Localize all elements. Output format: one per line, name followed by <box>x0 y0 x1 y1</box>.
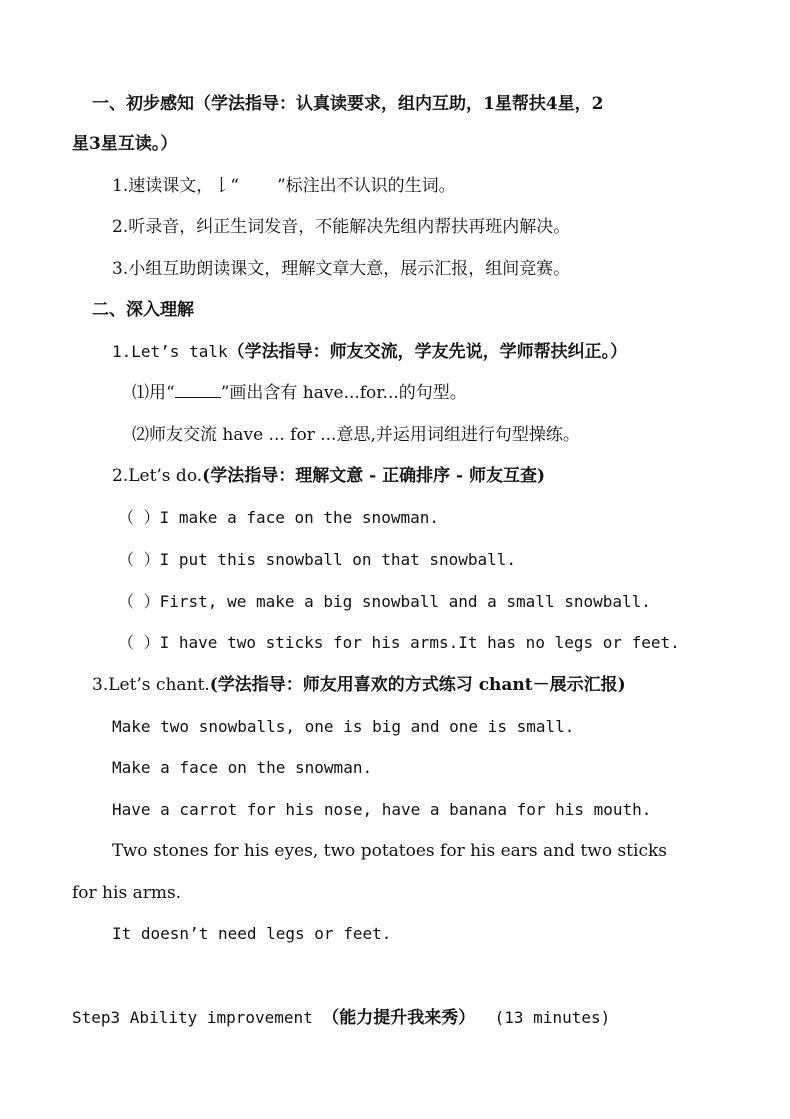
chant-line <box>72 881 181 905</box>
instruction-2-text: 2.听录音，纠正生词发音，不能解决先组内帮扶再班内解决。 <box>112 217 571 237</box>
chant-line-6: It doesn’t need legs or feet. <box>112 924 392 943</box>
list-item <box>118 590 651 614</box>
lets-talk-heading <box>112 340 627 364</box>
instruction-2 <box>112 215 570 239</box>
talk-step-2-text: ⑵师友交流 have ... for ...意思,并运用词组进行句型操练。 <box>132 425 580 445</box>
list-item <box>118 548 516 572</box>
lets-talk-label: 1.Let’s talk <box>112 342 228 361</box>
do-item-4: （ ）I have two sticks for his arms.It has no legs or feet. <box>118 633 680 652</box>
step3-heading <box>72 1006 610 1030</box>
step3-duration: (13 minutes) <box>494 1008 611 1027</box>
section2-title-text: 二、深入理解 <box>92 300 194 320</box>
chant-line-3: Have a carrot for his nose, have a banana for his mouth. <box>112 800 652 819</box>
chant-line <box>112 798 651 822</box>
list-item <box>118 631 680 655</box>
do-item-2: （ ）I put this snowball on that snowball. <box>118 550 517 569</box>
talk-step-1 <box>132 381 467 405</box>
chant-line-2: Make a face on the snowman. <box>112 758 373 777</box>
chant-line <box>112 839 667 863</box>
instruction-3-text: 3.小组互助朗读课文，理解文章大意，展示汇报，组间竞赛。 <box>112 259 571 279</box>
instruction-1 <box>112 174 456 198</box>
section1-title-line1: 一、初步感知（学法指导：认真读要求，组内互助，1星帮扶4星，2 <box>92 94 604 114</box>
chant-line-5: for his arms. <box>72 883 182 903</box>
instruction-1-tail: ”标注出不认识的生词。 <box>276 176 456 196</box>
chant-line <box>112 756 372 780</box>
chant-line <box>112 715 574 739</box>
section2-title <box>92 298 194 322</box>
talk-step-2 <box>132 423 580 447</box>
talk-step-1-tail: ”画出含有 have...for...的句型。 <box>220 383 467 403</box>
chant-line-4: Two stones for his eyes, two potatoes for his ears and two sticks <box>112 841 667 861</box>
open-quote: “ <box>230 176 239 196</box>
instruction-1-text: 1.速读课文， <box>112 176 214 196</box>
chant-line <box>112 922 391 946</box>
lets-chant-label: 3.Let’s chant. <box>92 675 210 695</box>
do-item-3: （ ）First, we make a big snowball and a small snowball. <box>118 592 651 611</box>
step3-title: Step3 Ability improvement <box>72 1008 313 1027</box>
lets-talk-guidance: （学法指导：师友交流，学友先说，学师帮扶纠正。） <box>227 342 628 362</box>
section1-title <box>92 92 604 116</box>
talk-step-1-text: ⑴用“ <box>132 383 175 403</box>
lets-do-heading <box>112 464 545 488</box>
mark-symbol-icon: 𠄌 <box>213 176 231 196</box>
lets-chant-guidance: (学法指导：师友用喜欢的方式练习 chant－展示汇报) <box>209 675 626 695</box>
do-item-1: （ ）I make a face on the snowman. <box>118 508 439 527</box>
step3-subtitle: （能力提升我来秀） <box>322 1008 476 1028</box>
section1-title-line2: 星3星互读。） <box>72 134 178 154</box>
lets-do-label: 2.Let’s do. <box>112 466 203 486</box>
lets-chant-heading <box>92 673 626 697</box>
instruction-3 <box>112 257 570 281</box>
lets-do-guidance: (学法指导：理解文意 - 正确排序 - 师友互查) <box>202 466 546 486</box>
underline-blank <box>175 381 221 398</box>
chant-line-1: Make two snowballs, one is big and one is small. <box>112 717 575 736</box>
list-item <box>118 506 439 530</box>
section1-title-cont <box>72 132 177 156</box>
